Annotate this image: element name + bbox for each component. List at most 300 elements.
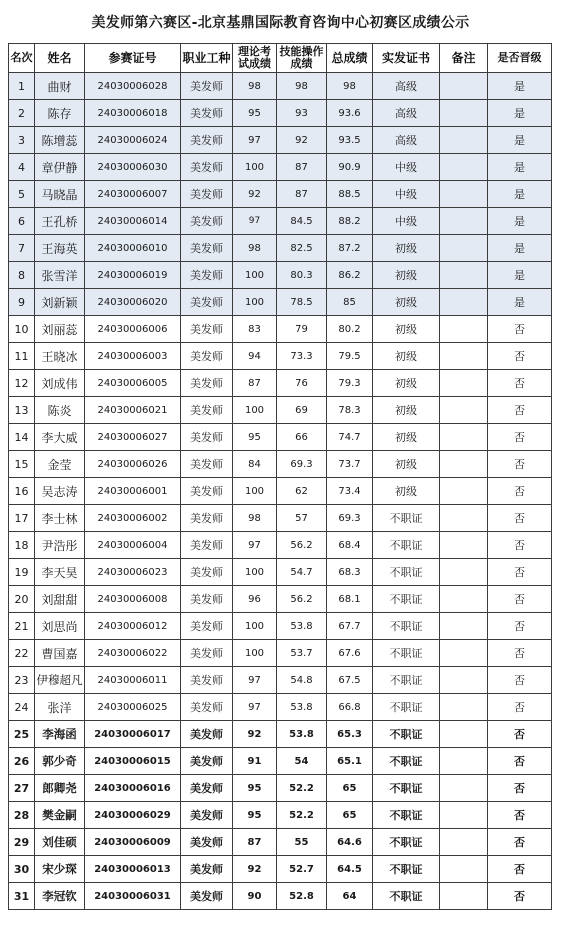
total-score-cell: 68.3 xyxy=(327,559,373,586)
header-name: 姓名 xyxy=(35,44,85,73)
skill-score-cell: 98 xyxy=(277,73,327,100)
name-cell: 郎卿尧 xyxy=(35,775,85,802)
table-header-row xyxy=(9,44,552,73)
certificate-cell: 高级 xyxy=(373,127,440,154)
rank-cell: 1 xyxy=(9,73,35,100)
note-cell xyxy=(440,208,488,235)
certificate-cell: 不职证 xyxy=(373,613,440,640)
rank-cell: 21 xyxy=(9,613,35,640)
occupation-cell: 美发师 xyxy=(181,748,233,775)
promoted-cell: 否 xyxy=(488,748,552,775)
total-score-cell: 93.5 xyxy=(327,127,373,154)
total-score-cell: 67.5 xyxy=(327,667,373,694)
table-row xyxy=(9,262,552,289)
total-score-cell: 65.1 xyxy=(327,748,373,775)
cert-no-cell: 24030006021 xyxy=(85,397,181,424)
rank-cell: 17 xyxy=(9,505,35,532)
promoted-cell: 否 xyxy=(488,856,552,883)
occupation-cell: 美发师 xyxy=(181,100,233,127)
cert-no-cell: 24030006012 xyxy=(85,613,181,640)
cert-no-cell: 24030006006 xyxy=(85,316,181,343)
certificate-cell: 初级 xyxy=(373,316,440,343)
promoted-cell: 否 xyxy=(488,451,552,478)
rank-cell: 18 xyxy=(9,532,35,559)
header-cert-no: 参赛证号 xyxy=(85,44,181,73)
skill-score-cell: 80.3 xyxy=(277,262,327,289)
certificate-cell: 不职证 xyxy=(373,505,440,532)
note-cell xyxy=(440,262,488,289)
skill-score-cell: 54.7 xyxy=(277,559,327,586)
note-cell xyxy=(440,505,488,532)
skill-score-cell: 56.2 xyxy=(277,532,327,559)
table-row xyxy=(9,235,552,262)
name-cell: 李天昊 xyxy=(35,559,85,586)
name-cell: 张雪洋 xyxy=(35,262,85,289)
theory-score-cell: 100 xyxy=(233,478,277,505)
occupation-cell: 美发师 xyxy=(181,613,233,640)
promoted-cell: 是 xyxy=(488,208,552,235)
rank-cell: 8 xyxy=(9,262,35,289)
total-score-cell: 79.5 xyxy=(327,343,373,370)
rank-cell: 23 xyxy=(9,667,35,694)
theory-score-cell: 84 xyxy=(233,451,277,478)
cert-no-cell: 24030006025 xyxy=(85,694,181,721)
note-cell xyxy=(440,154,488,181)
note-cell xyxy=(440,397,488,424)
cert-no-cell: 24030006024 xyxy=(85,127,181,154)
total-score-cell: 85 xyxy=(327,289,373,316)
occupation-cell: 美发师 xyxy=(181,694,233,721)
promoted-cell: 是 xyxy=(488,127,552,154)
name-cell: 王海英 xyxy=(35,235,85,262)
theory-score-cell: 97 xyxy=(233,667,277,694)
certificate-cell: 初级 xyxy=(373,478,440,505)
cert-no-cell: 24030006009 xyxy=(85,829,181,856)
note-cell xyxy=(440,235,488,262)
note-cell xyxy=(440,478,488,505)
table-row xyxy=(9,397,552,424)
rank-cell: 29 xyxy=(9,829,35,856)
occupation-cell: 美发师 xyxy=(181,127,233,154)
certificate-cell: 高级 xyxy=(373,100,440,127)
theory-score-cell: 97 xyxy=(233,127,277,154)
table-body xyxy=(9,73,552,910)
promoted-cell: 否 xyxy=(488,424,552,451)
note-cell xyxy=(440,181,488,208)
skill-score-cell: 52.7 xyxy=(277,856,327,883)
promoted-cell: 否 xyxy=(488,586,552,613)
total-score-cell: 65 xyxy=(327,802,373,829)
certificate-cell: 初级 xyxy=(373,235,440,262)
header-rank: 名次 xyxy=(9,44,35,73)
note-cell xyxy=(440,613,488,640)
cert-no-cell: 24030006019 xyxy=(85,262,181,289)
skill-score-cell: 93 xyxy=(277,100,327,127)
total-score-cell: 65.3 xyxy=(327,721,373,748)
promoted-cell: 否 xyxy=(488,694,552,721)
table-row xyxy=(9,640,552,667)
name-cell: 刘甜甜 xyxy=(35,586,85,613)
name-cell: 郭少奇 xyxy=(35,748,85,775)
name-cell: 伊穆超凡 xyxy=(35,667,85,694)
skill-score-cell: 53.8 xyxy=(277,694,327,721)
total-score-cell: 67.7 xyxy=(327,613,373,640)
theory-score-cell: 91 xyxy=(233,748,277,775)
certificate-cell: 不职证 xyxy=(373,883,440,910)
cert-no-cell: 24030006003 xyxy=(85,343,181,370)
header-certificate: 实发证书 xyxy=(373,44,440,73)
theory-score-cell: 96 xyxy=(233,586,277,613)
skill-score-cell: 78.5 xyxy=(277,289,327,316)
theory-score-cell: 92 xyxy=(233,181,277,208)
note-cell xyxy=(440,694,488,721)
table-row xyxy=(9,154,552,181)
certificate-cell: 不职证 xyxy=(373,667,440,694)
certificate-cell: 不职证 xyxy=(373,775,440,802)
table-row xyxy=(9,775,552,802)
rank-cell: 5 xyxy=(9,181,35,208)
table-row xyxy=(9,370,552,397)
promoted-cell: 否 xyxy=(488,316,552,343)
cert-no-cell: 24030006016 xyxy=(85,775,181,802)
occupation-cell: 美发师 xyxy=(181,883,233,910)
certificate-cell: 中级 xyxy=(373,181,440,208)
total-score-cell: 73.7 xyxy=(327,451,373,478)
theory-score-cell: 97 xyxy=(233,532,277,559)
certificate-cell: 不职证 xyxy=(373,640,440,667)
total-score-cell: 88.5 xyxy=(327,181,373,208)
theory-score-cell: 100 xyxy=(233,640,277,667)
skill-score-cell: 87 xyxy=(277,181,327,208)
total-score-cell: 65 xyxy=(327,775,373,802)
promoted-cell: 否 xyxy=(488,343,552,370)
rank-cell: 22 xyxy=(9,640,35,667)
name-cell: 陈增蕊 xyxy=(35,127,85,154)
total-score-cell: 78.3 xyxy=(327,397,373,424)
name-cell: 王孔桥 xyxy=(35,208,85,235)
table-row xyxy=(9,505,552,532)
occupation-cell: 美发师 xyxy=(181,559,233,586)
promoted-cell: 否 xyxy=(488,397,552,424)
rank-cell: 30 xyxy=(9,856,35,883)
theory-score-cell: 100 xyxy=(233,289,277,316)
occupation-cell: 美发师 xyxy=(181,343,233,370)
name-cell: 陈存 xyxy=(35,100,85,127)
rank-cell: 2 xyxy=(9,100,35,127)
note-cell xyxy=(440,343,488,370)
certificate-cell: 不职证 xyxy=(373,559,440,586)
rank-cell: 16 xyxy=(9,478,35,505)
table-row xyxy=(9,316,552,343)
note-cell xyxy=(440,559,488,586)
theory-score-cell: 87 xyxy=(233,829,277,856)
name-cell: 刘思尚 xyxy=(35,613,85,640)
occupation-cell: 美发师 xyxy=(181,397,233,424)
occupation-cell: 美发师 xyxy=(181,532,233,559)
total-score-cell: 80.2 xyxy=(327,316,373,343)
rank-cell: 10 xyxy=(9,316,35,343)
skill-score-cell: 56.2 xyxy=(277,586,327,613)
occupation-cell: 美发师 xyxy=(181,181,233,208)
cert-no-cell: 24030006020 xyxy=(85,289,181,316)
skill-score-cell: 84.5 xyxy=(277,208,327,235)
promoted-cell: 否 xyxy=(488,370,552,397)
table-row xyxy=(9,424,552,451)
certificate-cell: 不职证 xyxy=(373,721,440,748)
skill-score-cell: 57 xyxy=(277,505,327,532)
skill-score-cell: 87 xyxy=(277,154,327,181)
name-cell: 马晓晶 xyxy=(35,181,85,208)
occupation-cell: 美发师 xyxy=(181,856,233,883)
note-cell xyxy=(440,586,488,613)
theory-score-cell: 100 xyxy=(233,559,277,586)
skill-score-cell: 52.2 xyxy=(277,775,327,802)
occupation-cell: 美发师 xyxy=(181,505,233,532)
skill-score-cell: 55 xyxy=(277,829,327,856)
occupation-cell: 美发师 xyxy=(181,586,233,613)
total-score-cell: 86.2 xyxy=(327,262,373,289)
promoted-cell: 否 xyxy=(488,883,552,910)
certificate-cell: 初级 xyxy=(373,451,440,478)
total-score-cell: 66.8 xyxy=(327,694,373,721)
promoted-cell: 是 xyxy=(488,73,552,100)
table-row xyxy=(9,532,552,559)
promoted-cell: 否 xyxy=(488,667,552,694)
rank-cell: 4 xyxy=(9,154,35,181)
theory-score-cell: 95 xyxy=(233,775,277,802)
cert-no-cell: 24030006013 xyxy=(85,856,181,883)
note-cell xyxy=(440,100,488,127)
table-row xyxy=(9,721,552,748)
occupation-cell: 美发师 xyxy=(181,262,233,289)
table-row xyxy=(9,883,552,910)
promoted-cell: 否 xyxy=(488,532,552,559)
table-row xyxy=(9,478,552,505)
note-cell xyxy=(440,127,488,154)
theory-score-cell: 87 xyxy=(233,370,277,397)
table-row xyxy=(9,208,552,235)
promoted-cell: 否 xyxy=(488,775,552,802)
table-row xyxy=(9,559,552,586)
total-score-cell: 67.6 xyxy=(327,640,373,667)
note-cell xyxy=(440,883,488,910)
cert-no-cell: 24030006027 xyxy=(85,424,181,451)
occupation-cell: 美发师 xyxy=(181,829,233,856)
skill-score-cell: 92 xyxy=(277,127,327,154)
occupation-cell: 美发师 xyxy=(181,667,233,694)
theory-score-cell: 98 xyxy=(233,73,277,100)
promoted-cell: 是 xyxy=(488,235,552,262)
theory-score-cell: 100 xyxy=(233,613,277,640)
cert-no-cell: 24030006031 xyxy=(85,883,181,910)
cert-no-cell: 24030006004 xyxy=(85,532,181,559)
promoted-cell: 是 xyxy=(488,181,552,208)
rank-cell: 12 xyxy=(9,370,35,397)
certificate-cell: 不职证 xyxy=(373,694,440,721)
score-table xyxy=(8,43,552,910)
skill-score-cell: 53.8 xyxy=(277,613,327,640)
name-cell: 李士林 xyxy=(35,505,85,532)
cert-no-cell: 24030006026 xyxy=(85,451,181,478)
certificate-cell: 不职证 xyxy=(373,856,440,883)
table-row xyxy=(9,829,552,856)
theory-score-cell: 95 xyxy=(233,424,277,451)
total-score-cell: 98 xyxy=(327,73,373,100)
name-cell: 陈炎 xyxy=(35,397,85,424)
name-cell: 金莹 xyxy=(35,451,85,478)
skill-score-cell: 76 xyxy=(277,370,327,397)
skill-score-cell: 62 xyxy=(277,478,327,505)
theory-score-cell: 92 xyxy=(233,721,277,748)
theory-score-cell: 100 xyxy=(233,397,277,424)
header-total: 总成绩 xyxy=(327,44,373,73)
certificate-cell: 初级 xyxy=(373,424,440,451)
table-row xyxy=(9,100,552,127)
cert-no-cell: 24030006017 xyxy=(85,721,181,748)
theory-score-cell: 92 xyxy=(233,856,277,883)
rank-cell: 31 xyxy=(9,883,35,910)
skill-score-cell: 54 xyxy=(277,748,327,775)
rank-cell: 14 xyxy=(9,424,35,451)
note-cell xyxy=(440,289,488,316)
total-score-cell: 93.6 xyxy=(327,100,373,127)
cert-no-cell: 24030006011 xyxy=(85,667,181,694)
promoted-cell: 否 xyxy=(488,505,552,532)
skill-score-cell: 53.7 xyxy=(277,640,327,667)
occupation-cell: 美发师 xyxy=(181,640,233,667)
certificate-cell: 初级 xyxy=(373,289,440,316)
certificate-cell: 中级 xyxy=(373,208,440,235)
cert-no-cell: 24030006002 xyxy=(85,505,181,532)
occupation-cell: 美发师 xyxy=(181,208,233,235)
skill-score-cell: 54.8 xyxy=(277,667,327,694)
skill-score-cell: 52.8 xyxy=(277,883,327,910)
name-cell: 章伊静 xyxy=(35,154,85,181)
theory-score-cell: 100 xyxy=(233,154,277,181)
theory-score-cell: 97 xyxy=(233,208,277,235)
occupation-cell: 美发师 xyxy=(181,235,233,262)
certificate-cell: 不职证 xyxy=(373,829,440,856)
occupation-cell: 美发师 xyxy=(181,316,233,343)
promoted-cell: 否 xyxy=(488,478,552,505)
table-row xyxy=(9,586,552,613)
total-score-cell: 79.3 xyxy=(327,370,373,397)
table-row xyxy=(9,748,552,775)
total-score-cell: 87.2 xyxy=(327,235,373,262)
name-cell: 刘佳硕 xyxy=(35,829,85,856)
note-cell xyxy=(440,721,488,748)
rank-cell: 3 xyxy=(9,127,35,154)
table-row xyxy=(9,289,552,316)
certificate-cell: 初级 xyxy=(373,397,440,424)
table-row xyxy=(9,127,552,154)
occupation-cell: 美发师 xyxy=(181,424,233,451)
rank-cell: 7 xyxy=(9,235,35,262)
theory-score-cell: 94 xyxy=(233,343,277,370)
cert-no-cell: 24030006007 xyxy=(85,181,181,208)
theory-score-cell: 97 xyxy=(233,694,277,721)
header-occupation: 职业工种 xyxy=(181,44,233,73)
occupation-cell: 美发师 xyxy=(181,73,233,100)
table-row xyxy=(9,451,552,478)
occupation-cell: 美发师 xyxy=(181,478,233,505)
page-title: 美发师第六赛区-北京基鼎国际教育咨询中心初赛区成绩公示 xyxy=(91,15,470,31)
promoted-cell: 否 xyxy=(488,640,552,667)
cert-no-cell: 24030006029 xyxy=(85,802,181,829)
rank-cell: 26 xyxy=(9,748,35,775)
total-score-cell: 64 xyxy=(327,883,373,910)
name-cell: 刘丽蕊 xyxy=(35,316,85,343)
certificate-cell: 不职证 xyxy=(373,802,440,829)
occupation-cell: 美发师 xyxy=(181,802,233,829)
total-score-cell: 68.4 xyxy=(327,532,373,559)
skill-score-cell: 52.2 xyxy=(277,802,327,829)
certificate-cell: 高级 xyxy=(373,73,440,100)
cert-no-cell: 24030006018 xyxy=(85,100,181,127)
name-cell: 宋少琛 xyxy=(35,856,85,883)
cert-no-cell: 24030006023 xyxy=(85,559,181,586)
table-row xyxy=(9,181,552,208)
skill-score-cell: 53.8 xyxy=(277,721,327,748)
table-row xyxy=(9,802,552,829)
promoted-cell: 是 xyxy=(488,154,552,181)
certificate-cell: 不职证 xyxy=(373,532,440,559)
total-score-cell: 64.5 xyxy=(327,856,373,883)
name-cell: 李海函 xyxy=(35,721,85,748)
total-score-cell: 88.2 xyxy=(327,208,373,235)
theory-score-cell: 95 xyxy=(233,100,277,127)
skill-score-cell: 82.5 xyxy=(277,235,327,262)
name-cell: 尹浩彤 xyxy=(35,532,85,559)
rank-cell: 20 xyxy=(9,586,35,613)
cert-no-cell: 24030006028 xyxy=(85,73,181,100)
promoted-cell: 否 xyxy=(488,559,552,586)
cert-no-cell: 24030006001 xyxy=(85,478,181,505)
note-cell xyxy=(440,775,488,802)
name-cell: 樊金嗣 xyxy=(35,802,85,829)
total-score-cell: 69.3 xyxy=(327,505,373,532)
theory-score-cell: 83 xyxy=(233,316,277,343)
header-theory: 理论考试成绩 xyxy=(233,44,277,73)
theory-score-cell: 100 xyxy=(233,262,277,289)
theory-score-cell: 90 xyxy=(233,883,277,910)
cert-no-cell: 24030006030 xyxy=(85,154,181,181)
note-cell xyxy=(440,640,488,667)
occupation-cell: 美发师 xyxy=(181,775,233,802)
cert-no-cell: 24030006005 xyxy=(85,370,181,397)
certificate-cell: 中级 xyxy=(373,154,440,181)
note-cell xyxy=(440,370,488,397)
rank-cell: 11 xyxy=(9,343,35,370)
note-cell xyxy=(440,532,488,559)
theory-score-cell: 98 xyxy=(233,235,277,262)
cert-no-cell: 24030006014 xyxy=(85,208,181,235)
name-cell: 曲财 xyxy=(35,73,85,100)
promoted-cell: 是 xyxy=(488,289,552,316)
certificate-cell: 初级 xyxy=(373,343,440,370)
skill-score-cell: 73.3 xyxy=(277,343,327,370)
occupation-cell: 美发师 xyxy=(181,370,233,397)
promoted-cell: 否 xyxy=(488,829,552,856)
note-cell xyxy=(440,667,488,694)
cert-no-cell: 24030006008 xyxy=(85,586,181,613)
occupation-cell: 美发师 xyxy=(181,451,233,478)
rank-cell: 13 xyxy=(9,397,35,424)
total-score-cell: 73.4 xyxy=(327,478,373,505)
promoted-cell: 否 xyxy=(488,802,552,829)
header-skill: 技能操作成绩 xyxy=(277,44,327,73)
rank-cell: 15 xyxy=(9,451,35,478)
